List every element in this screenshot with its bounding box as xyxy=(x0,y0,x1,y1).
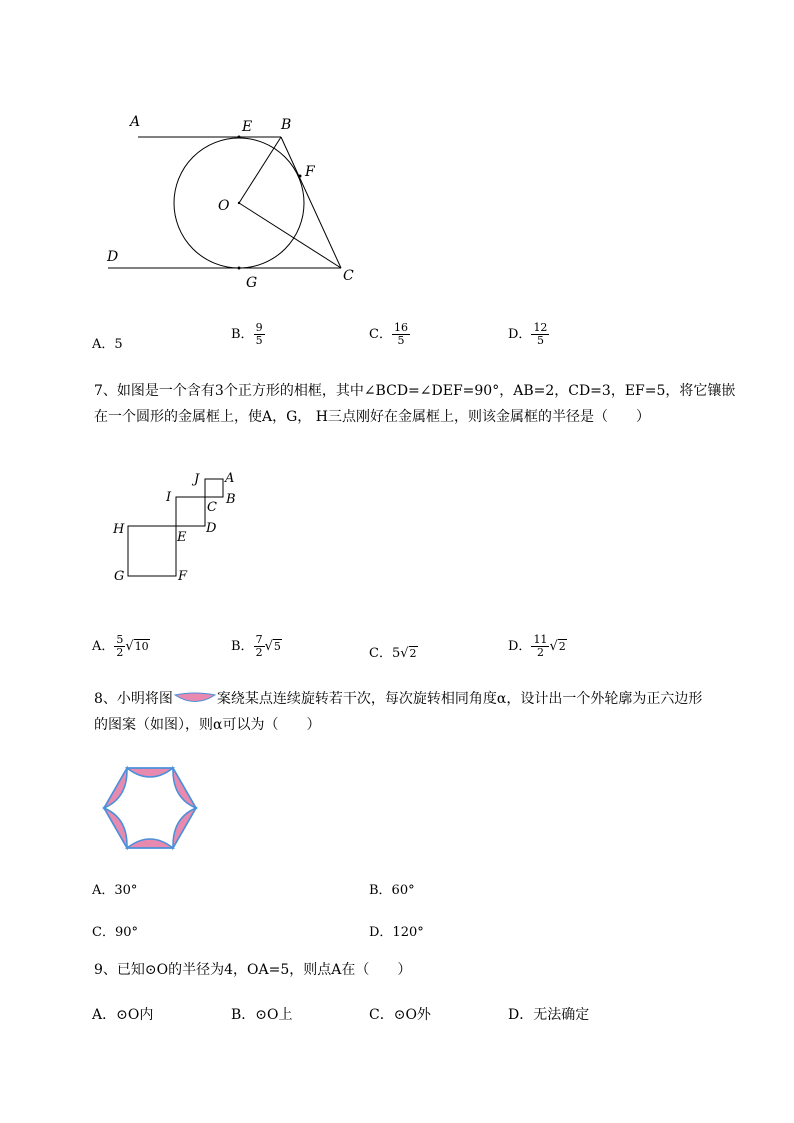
q7-option-c[interactable]: C．5√2 xyxy=(369,646,417,661)
question-7-text: 7、如图是一个含有3个正方形的相框，其中∠BCD=∠DEF=90°，AB=2，CD=3，EF=5，将它镶嵌 在一个圆形的金属框上，使A，G， H三点刚好在金属框上，则该金属框的半径是（ ） xyxy=(94,383,736,425)
label-B: B xyxy=(226,492,236,507)
label-A: A xyxy=(225,471,235,486)
fraction: $\frac{11}{2}$ xyxy=(533,633,548,659)
sqrt-sign: √ xyxy=(264,639,273,654)
q7-option-d[interactable]: D． $\frac{11}{2}$ √2 xyxy=(508,633,566,659)
label-G: G xyxy=(246,275,258,291)
q9-option-a[interactable]: A．⊙O内 xyxy=(92,1007,154,1023)
q9-option-b[interactable]: B．⊙O上 xyxy=(231,1007,293,1023)
label-A: A xyxy=(130,114,141,130)
q6-option-d[interactable]: D． $\frac{12}{5}$ xyxy=(508,321,548,347)
q8-option-a[interactable]: A．30° xyxy=(92,883,138,898)
label-J: J xyxy=(194,472,200,487)
label-O: O xyxy=(218,198,230,214)
q7-option-b[interactable]: B． $\frac{7}{2}$ √5 xyxy=(231,633,281,659)
label-B: B xyxy=(281,117,292,133)
label-D: D xyxy=(206,521,217,536)
label-G: G xyxy=(114,569,125,584)
q8-option-b[interactable]: B．60° xyxy=(369,883,415,898)
label-H: H xyxy=(113,522,125,537)
fraction: $\frac{12}{5}$ xyxy=(533,321,548,347)
hexagon-petal-figure xyxy=(100,764,200,852)
sqrt-sign: √ xyxy=(400,646,409,661)
label-I: I xyxy=(166,490,172,505)
label-E: E xyxy=(177,530,187,545)
label-C: C xyxy=(343,268,354,284)
q9-option-d[interactable]: D．无法确定 xyxy=(508,1007,590,1023)
fraction: $\frac{5}{2}$ xyxy=(116,633,124,659)
label-F: F xyxy=(305,164,315,180)
fraction: $\frac{7}{2}$ xyxy=(255,633,263,659)
question-9-text: 9、已知⊙O的半径为4，OA=5，则点A在（ ） xyxy=(94,962,412,978)
label-D: D xyxy=(107,249,119,265)
sqrt-sign: √ xyxy=(125,639,134,654)
sqrt-sign: √ xyxy=(549,639,558,654)
q6-option-c[interactable]: C． $\frac{16}{5}$ xyxy=(369,321,408,347)
fraction: $\frac{16}{5}$ xyxy=(393,321,408,347)
q6-option-a[interactable]: A．5 xyxy=(92,337,123,352)
fraction: $\frac{9}{5}$ xyxy=(255,321,263,347)
circle-tangent-figure xyxy=(100,110,370,300)
q9-option-c[interactable]: C．⊙O外 xyxy=(369,1007,431,1023)
label-C: C xyxy=(207,500,217,515)
three-squares-figure xyxy=(108,468,258,588)
label-E: E xyxy=(242,119,253,135)
q8-option-c[interactable]: C．90° xyxy=(92,925,138,940)
label-F: F xyxy=(178,569,188,584)
question-8-text: 8、小明将图 案绕某点连续旋转若干次，每次旋转相同角度α，设计出一个外轮廓为正六边形 的图案（如图），则α可以为（ ） xyxy=(94,691,703,733)
q7-option-a[interactable]: A． $\frac{5}{2}$ √10 xyxy=(92,633,149,659)
q6-option-b[interactable]: B． $\frac{9}{5}$ xyxy=(231,321,263,347)
q8-option-d[interactable]: D．120° xyxy=(369,925,424,940)
petal-shape-icon xyxy=(173,692,217,706)
